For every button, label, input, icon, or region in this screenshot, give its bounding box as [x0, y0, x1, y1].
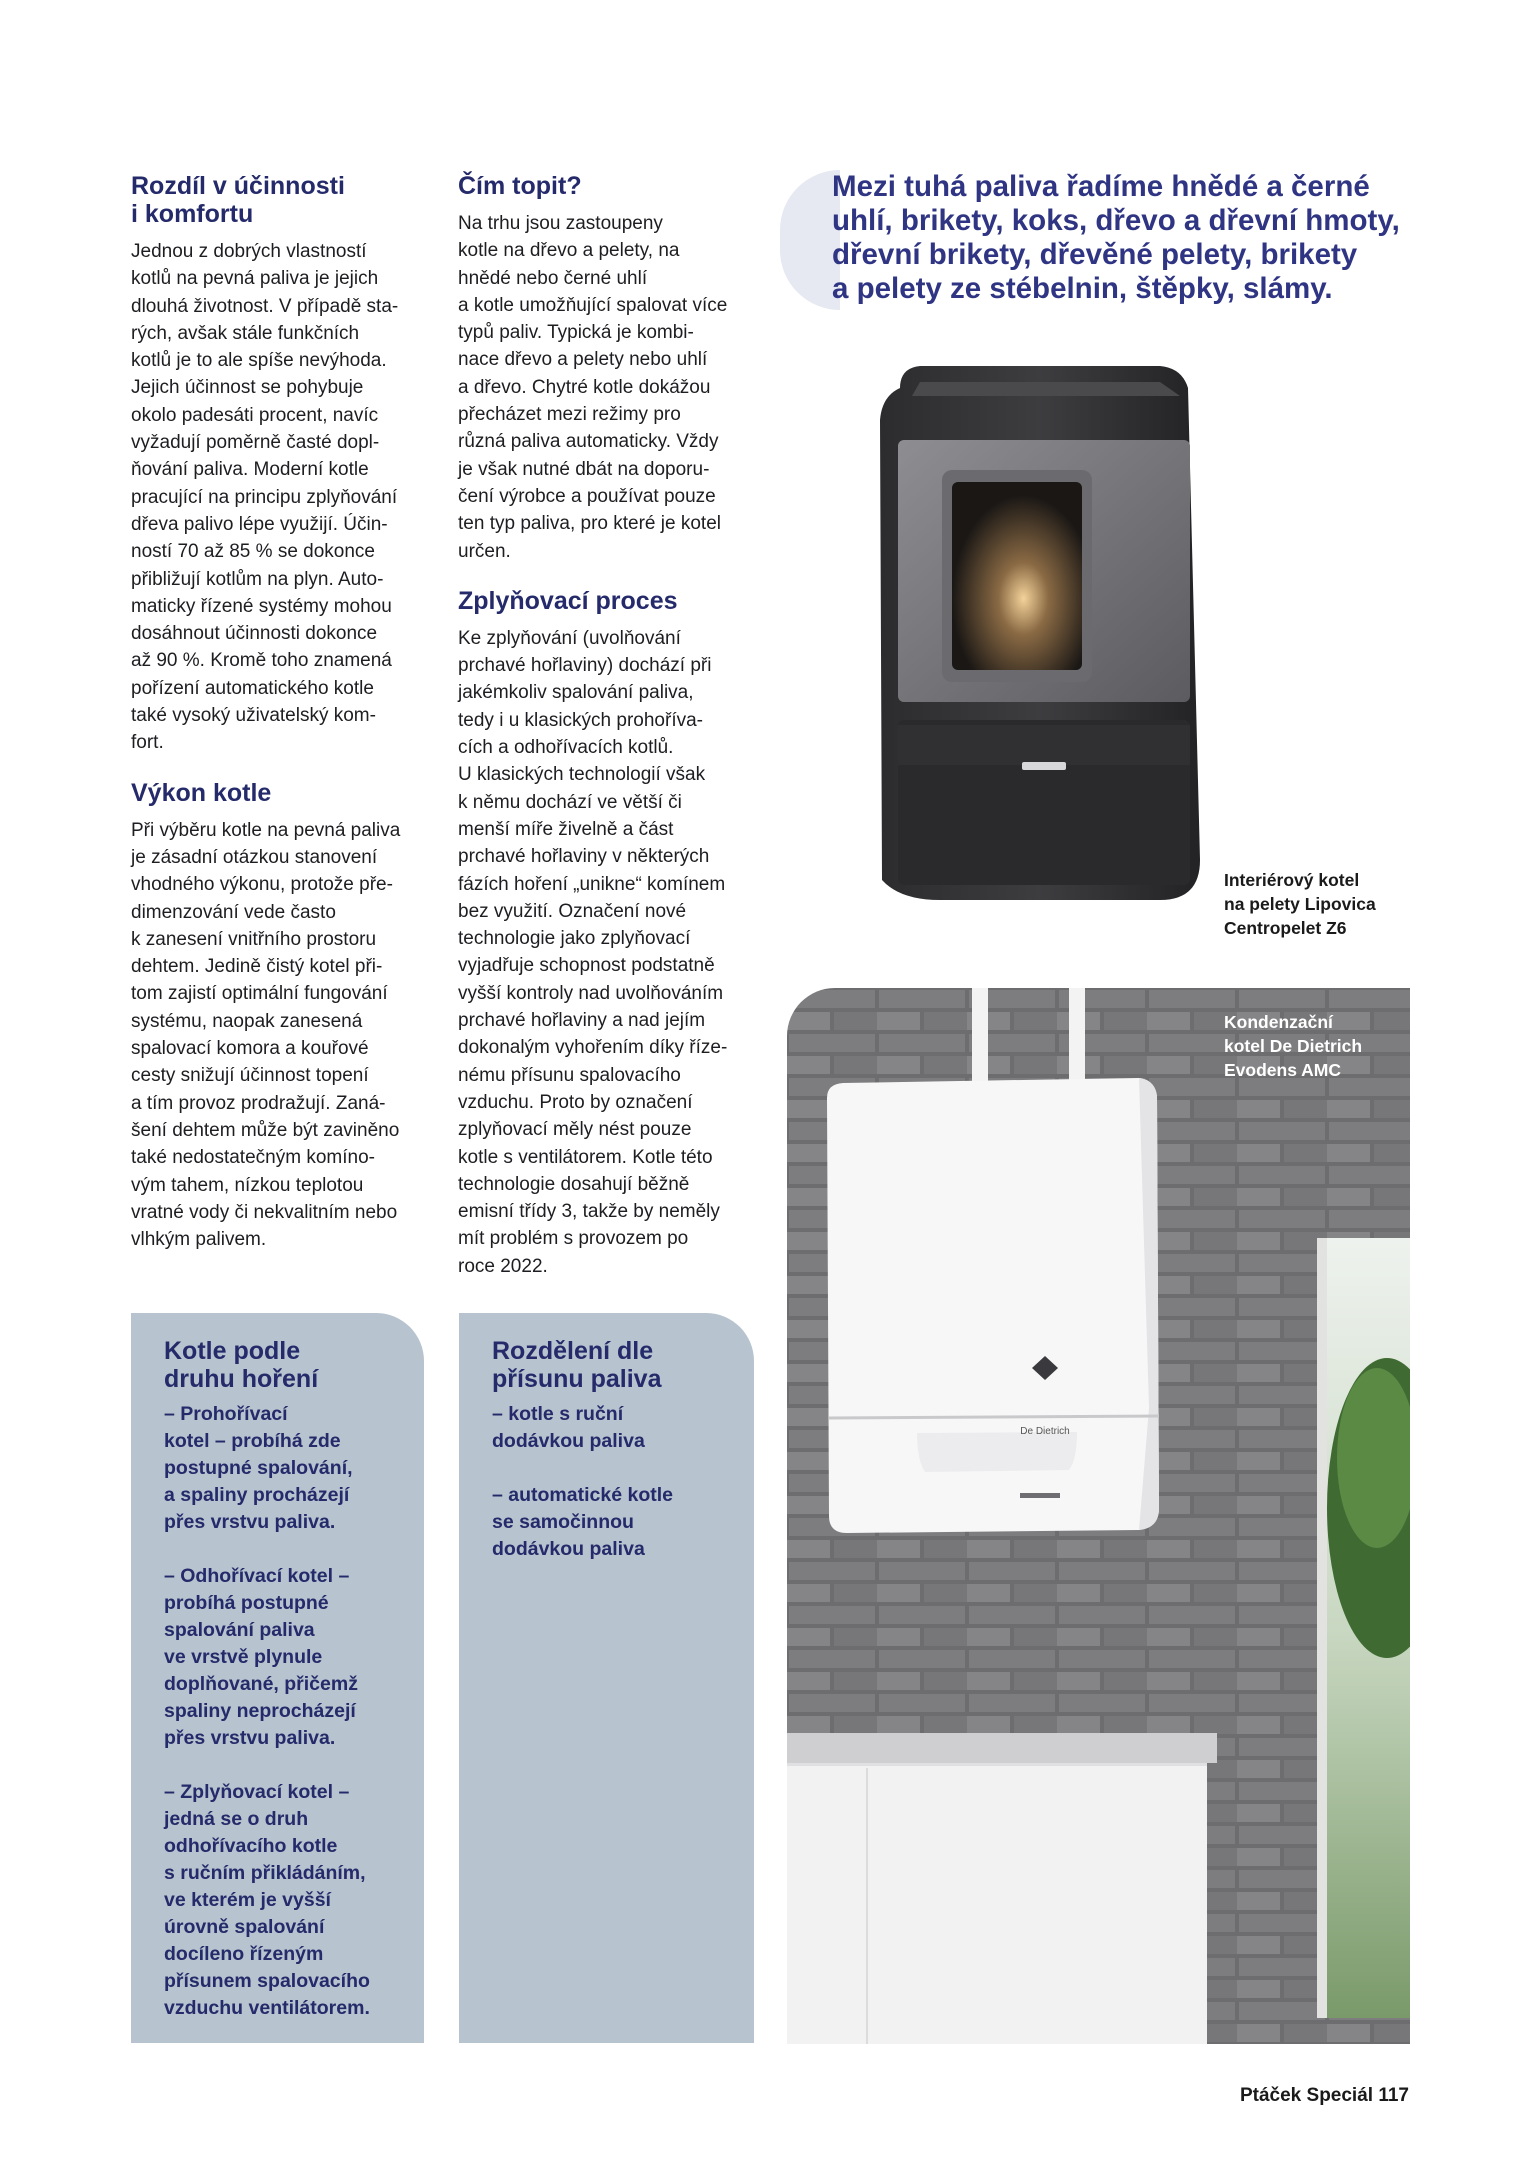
box-burn-type-title: Kotle podle druhu hoření: [164, 1337, 319, 1393]
text-line: maticky řízené systémy mohou: [131, 595, 392, 617]
section-efficiency: [131, 172, 431, 757]
box-burn-type-text: [164, 1401, 424, 2022]
text-line: Centropelet Z6: [1224, 918, 1347, 938]
text-line: kotel De Dietrich: [1224, 1036, 1363, 1056]
list-line: – kotle s ruční: [492, 1403, 624, 1425]
box-fuel-supply: [459, 1313, 754, 2043]
text-line: ten typ paliva, pro které je kotel: [458, 513, 721, 535]
text-line: Na trhu jsou zastoupeny: [458, 213, 663, 234]
text-line: cesty snižují účinnost topení: [131, 1065, 369, 1087]
section-gasification: [458, 587, 758, 1280]
list-line: přes vrstvu paliva.: [164, 1511, 336, 1533]
text-line: pořízení automatického kotle: [131, 677, 374, 699]
stove-image: [860, 360, 1260, 920]
text-line: přecházet mezi režimy pro: [458, 404, 681, 426]
column-2: [458, 172, 758, 1302]
text-line: technologie jako zplyňovací: [458, 928, 691, 950]
caption-stove: [1224, 868, 1434, 940]
text-line: fort.: [131, 732, 164, 754]
text-line: vyjadřuje schopnost podstatně: [458, 955, 715, 977]
paragraph-gasification: [458, 625, 758, 1280]
text-line: Ke zplyňování (uvolňování: [458, 627, 681, 649]
text-line: spalovací komora a kouřové: [131, 1038, 369, 1060]
text-line: vratné vody či nekvalitním nebo: [131, 1201, 398, 1223]
list-line: ve vrstvě plynule: [164, 1646, 323, 1668]
text-line: ňování paliva. Moderní kotle: [131, 459, 369, 481]
text-line: k zanesení vnitřního prostoru: [131, 928, 377, 950]
box-burn-type: [131, 1313, 424, 2043]
text-line: rých, avšak stále funkčních: [131, 322, 360, 344]
paragraph-power: [131, 817, 431, 1254]
list-line: docíleno řízeným: [164, 1943, 324, 1965]
text-line: dimenzování vede často: [131, 901, 336, 923]
text-line: šení dehtem může být zaviněno: [131, 1119, 400, 1141]
list-line: – Odhořívací kotel –: [164, 1565, 350, 1587]
text-line: dehtem. Jedině čistý kotel při-: [131, 956, 383, 978]
text-line: Mezi tuhá paliva řadíme hnědé a černé: [832, 170, 1370, 203]
text-line: určen.: [458, 540, 511, 562]
text-line: vhodného výkonu, protože pře-: [131, 874, 393, 896]
list-line: přísunem spalovacího: [164, 1970, 370, 1992]
text-line: zplyňovací měly nést pouze: [458, 1119, 692, 1141]
text-line: dřeva palivo lépe využijí. Účin-: [131, 513, 388, 535]
list-line: ve kterém je vyšší: [164, 1889, 331, 1911]
list-line: přes vrstvu paliva.: [164, 1727, 336, 1749]
text-line: menší míře živelně a část: [458, 818, 674, 840]
section-what-to-burn: [458, 172, 758, 565]
text-line: okolo padesáti procent, navíc: [131, 404, 379, 426]
text-line: Jednou z dobrých vlastností: [131, 241, 367, 262]
text-line: roce 2022.: [458, 1255, 548, 1277]
boiler-photo-scene: [787, 988, 1410, 2044]
list-line: – automatické kotle: [492, 1484, 673, 1506]
list-line: – Zplyňovací kotel –: [164, 1781, 350, 1803]
paragraph-what-to-burn: [458, 210, 758, 565]
text-line: Interiérový kotel: [1224, 870, 1360, 890]
list-line: úrovně spalování: [164, 1916, 325, 1938]
heading-efficiency: Rozdíl v účinnosti i komfortu: [131, 172, 345, 228]
list-line: probíhá postupné: [164, 1592, 329, 1614]
text-line: kotle na dřevo a pelety, na: [458, 240, 680, 262]
quote-decoration: [780, 170, 840, 310]
page-number: 117: [1378, 2085, 1409, 2106]
text-line: mít problém s provozem po: [458, 1228, 689, 1250]
list-line: spalování paliva: [164, 1619, 315, 1641]
heading-power: Výkon kotle: [131, 778, 272, 807]
text-line: U klasických technologií však: [458, 764, 706, 786]
boiler-photo: [787, 988, 1410, 2044]
text-line: typů paliv. Typická je kombi-: [458, 322, 694, 344]
text-line: je zásadní otázkou stanovení: [131, 846, 378, 868]
boiler-brand-label: De Dietrich: [1020, 1426, 1070, 1437]
text-line: na pelety Lipovica: [1224, 894, 1376, 914]
text-line: emisní třídy 3, takže by neměly: [458, 1201, 720, 1223]
text-line: kotlů je to ale spíše nevýhoda.: [131, 350, 387, 372]
text-line: dokonalým vyhořením díky říze-: [458, 1037, 728, 1059]
text-line: hnědé nebo černé uhlí: [458, 267, 648, 289]
text-line: až 90 %. Kromě toho znamená: [131, 650, 392, 672]
text-line: dlouhá životnost. V případě sta-: [131, 295, 399, 317]
page-footer: [1240, 2085, 1409, 2107]
list-line: jedná se o druh: [164, 1808, 309, 1830]
text-line: prchavé hořlaviny) dochází při: [458, 655, 712, 677]
text-line: pracující na principu zplyňování: [131, 486, 398, 508]
text-line: Jejich účinnost se pohybuje: [131, 377, 364, 399]
text-line: a dřevo. Chytré kotle dokážou: [458, 376, 711, 398]
paragraph-efficiency: [131, 238, 431, 757]
text-line: jakémkoliv spalování paliva,: [458, 682, 694, 704]
publication-name: Ptáček Speciál: [1239, 2085, 1374, 2106]
text-line: Kondenzační: [1224, 1012, 1333, 1032]
text-line: nému přísunu spalovacího: [458, 1064, 681, 1086]
section-power: [131, 779, 431, 1254]
text-line: dřevní brikety, dřevěné pelety, brikety: [832, 238, 1358, 271]
text-line: tedy i u klasických prohoříva-: [458, 709, 703, 731]
list-line: a spaliny procházejí: [164, 1484, 350, 1506]
list-line: se samočinnou: [492, 1511, 634, 1533]
text-line: dosáhnout účinnosti dokonce: [131, 623, 378, 645]
text-line: vým tahem, nízkou teplotou: [131, 1174, 364, 1196]
box-fuel-supply-text: [492, 1401, 754, 1563]
text-line: také vysoký uživatelský kom-: [131, 705, 376, 727]
list-line: postupné spalování,: [164, 1457, 353, 1479]
text-line: ností 70 až 85 % se dokonce: [131, 541, 375, 563]
text-line: a pelety ze stébelnin, štěpky, slámy.: [832, 272, 1333, 305]
pull-quote: [832, 170, 1432, 306]
text-line: nace dřevo a pelety nebo uhlí: [458, 349, 708, 371]
text-line: technologie dosahují běžně: [458, 1173, 690, 1195]
list-line: dodávkou paliva: [492, 1538, 645, 1560]
text-line: uhlí, brikety, koks, dřevo a dřevní hmoty,: [832, 204, 1400, 237]
text-line: čení výrobce a používat pouze: [458, 485, 716, 507]
text-line: k němu dochází ve větší či: [458, 791, 682, 813]
text-line: vzduchu. Proto by označení: [458, 1091, 693, 1113]
text-line: fázích hoření „unikne“ komínem: [458, 873, 726, 895]
list-line: kotel – probíhá zde: [164, 1430, 341, 1452]
list-line: – Prohořívací: [164, 1403, 288, 1425]
text-line: je však nutné dbát na doporu-: [458, 458, 710, 480]
text-line: kotlů na pevná paliva je jejich: [131, 268, 379, 290]
text-line: přibližují kotlům na plyn. Auto-: [131, 568, 384, 590]
heading-gasification: Zplyňovací proces: [458, 586, 678, 615]
text-line: tom zajistí optimální fungování: [131, 983, 388, 1005]
text-line: také nedostatečným komíno-: [131, 1147, 375, 1169]
text-line: vlhkým palivem.: [131, 1229, 267, 1251]
text-line: systému, naopak zanesená: [131, 1010, 363, 1032]
list-line: dodávkou paliva: [492, 1430, 645, 1452]
caption-boiler: [1224, 1010, 1414, 1082]
list-line: s ručním přikládáním,: [164, 1862, 366, 1884]
list-line: odhořívacího kotle: [164, 1835, 338, 1857]
text-line: vyžadují poměrně časté dopl-: [131, 432, 380, 454]
text-line: kotle s ventilátorem. Kotle této: [458, 1146, 713, 1168]
text-line: a tím provoz prodražují. Zaná-: [131, 1092, 386, 1114]
heading-what-to-burn: Čím topit?: [458, 172, 582, 200]
text-line: vyšší kontroly nad uvolňováním: [458, 982, 724, 1004]
text-line: Při výběru kotle na pevná paliva: [131, 819, 401, 841]
text-line: a kotle umožňující spalovat více: [458, 294, 728, 316]
list-line: vzduchu ventilátorem.: [164, 1997, 370, 2019]
list-line: doplňované, přičemž: [164, 1673, 358, 1695]
text-line: prchavé hořlaviny a nad jejím: [458, 1010, 706, 1032]
text-line: Evodens AMC: [1224, 1060, 1342, 1080]
column-1: [131, 172, 431, 1275]
text-line: prchavé hořlaviny v některých: [458, 846, 710, 868]
box-fuel-supply-title: Rozdělení dle přísunu paliva: [492, 1337, 662, 1393]
text-line: bez využití. Označení nové: [458, 900, 687, 922]
text-line: různá paliva automaticky. Vždy: [458, 431, 719, 453]
text-line: cích a odhořívacích kotlů.: [458, 737, 674, 759]
list-line: spaliny neprocházejí: [164, 1700, 356, 1722]
